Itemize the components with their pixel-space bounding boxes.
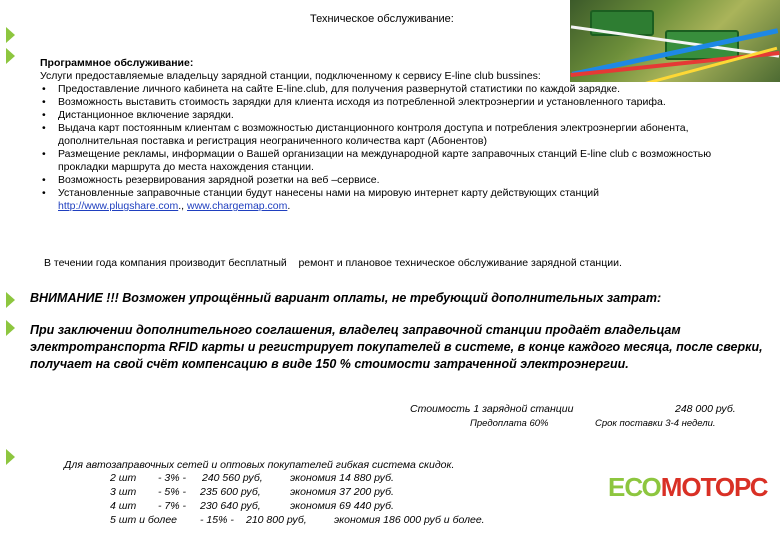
bullet-icon: • bbox=[42, 83, 46, 95]
discount-percent: - 7% - bbox=[158, 500, 187, 512]
prepayment-text: Предоплата 60% bbox=[470, 418, 549, 429]
ecomotors-logo: ЕСОМОТОРС bbox=[608, 472, 768, 502]
discount-percent: - 5% - bbox=[158, 486, 187, 498]
discount-price: 240 560 руб, bbox=[202, 472, 263, 484]
list-item: • Возможность выставить стоимость зарядки для клиента исходя из потребленной электроэнергии и установленного тарифа. bbox=[42, 96, 666, 108]
slide-marker-icon bbox=[6, 48, 15, 64]
bullet-icon: • bbox=[42, 187, 46, 199]
list-item: • Предоставление личного кабинета на сайте E-line.club, для получения развернутой статистики по каждой зарядке. bbox=[42, 83, 621, 95]
list-item: • Дистанционное включение зарядки. bbox=[42, 109, 234, 121]
chargemap-link[interactable]: www.chargemap.com bbox=[187, 200, 288, 212]
price-value: 248 000 руб. bbox=[675, 403, 736, 415]
bullet-icon: • bbox=[42, 174, 46, 186]
bullet-icon: • bbox=[42, 109, 46, 121]
discount-qty: 5 шт и более bbox=[110, 514, 178, 526]
services-list bbox=[40, 83, 730, 213]
attention-heading: ВНИМАНИЕ !!! Возможен упрощённый вариант оплаты, не требующий дополнительных затрат: bbox=[30, 291, 662, 305]
equipment-photo bbox=[570, 0, 780, 82]
agreement-text: При заключении дополнительного соглашения, владелец заправочной станции продаёт владельцам электротранспорта RFID карты и регистрирует покупателей в системе, в конце каждого месяца, после сверки, получает на свой счёт компенсацию в виде 150 % стоимости затраченной электроэнергии. bbox=[30, 323, 763, 371]
discount-qty: 4 шт bbox=[110, 500, 137, 512]
free-service-text: В течении года компания производит бесплатный ремонт и плановое техническое обслуживание зарядной станции. bbox=[44, 257, 622, 269]
discount-percent: - 3% - bbox=[158, 472, 187, 484]
section-title: Программное обслуживание: bbox=[40, 57, 194, 69]
page-title: Техническое обслуживание: bbox=[310, 13, 454, 25]
slide-marker-icon bbox=[6, 292, 15, 308]
list-item: • Возможность резервирования зарядной розетки на веб –сервисе. bbox=[42, 174, 380, 186]
discount-title: Для автозаправочных сетей и оптовых покупателей гибкая система скидок. bbox=[64, 459, 455, 471]
bullet-icon: • bbox=[42, 122, 46, 134]
slide-marker-icon bbox=[6, 320, 15, 336]
list-item: • Установленные заправочные станции будут нанесены нами на мировую интернет карту действующих станций http://www.plugshare.com., www.chargemap.com. bbox=[42, 187, 600, 212]
discount-saving: экономия 186 000 руб и более. bbox=[334, 514, 485, 526]
list-item: • Размещение рекламы, информации о Вашей организации на международной карте заправочных станций E-line club с возможностью прокладки маршрута до места нахождения станции. bbox=[42, 148, 712, 173]
discount-saving: экономия 69 440 руб. bbox=[290, 500, 394, 512]
discount-saving: экономия 14 880 руб. bbox=[290, 472, 394, 484]
discount-saving: экономия 37 200 руб. bbox=[290, 486, 394, 498]
plugshare-link[interactable]: http://www.plugshare.com bbox=[58, 200, 179, 212]
discount-qty: 3 шт bbox=[110, 486, 137, 498]
delivery-term-text: Срок поставки 3-4 недели. bbox=[595, 418, 716, 429]
discount-qty: 2 шт bbox=[110, 472, 137, 484]
discount-percent: - 15% - bbox=[200, 514, 234, 526]
intro-text: Услуги предоставляемые владельцу зарядной станции, подключенному к сервису E-line club bussines: bbox=[40, 70, 541, 82]
discount-price: 210 800 руб, bbox=[246, 514, 307, 526]
price-label: Стоимость 1 зарядной станции bbox=[410, 403, 574, 415]
slide-marker-icon bbox=[6, 27, 15, 43]
discount-price: 230 640 руб, bbox=[200, 500, 261, 512]
slide-marker-icon bbox=[6, 449, 15, 465]
bullet-icon: • bbox=[42, 148, 46, 160]
discount-price: 235 600 руб, bbox=[200, 486, 261, 498]
bullet-icon: • bbox=[42, 96, 46, 108]
list-item: • Выдача карт постоянным клиентам с возможностью дистанционного контроля доступа и потребления электроэнергии абонента, дополнительная поставка и регистрация неограниченного количества карт (Абонентов) bbox=[42, 122, 689, 147]
